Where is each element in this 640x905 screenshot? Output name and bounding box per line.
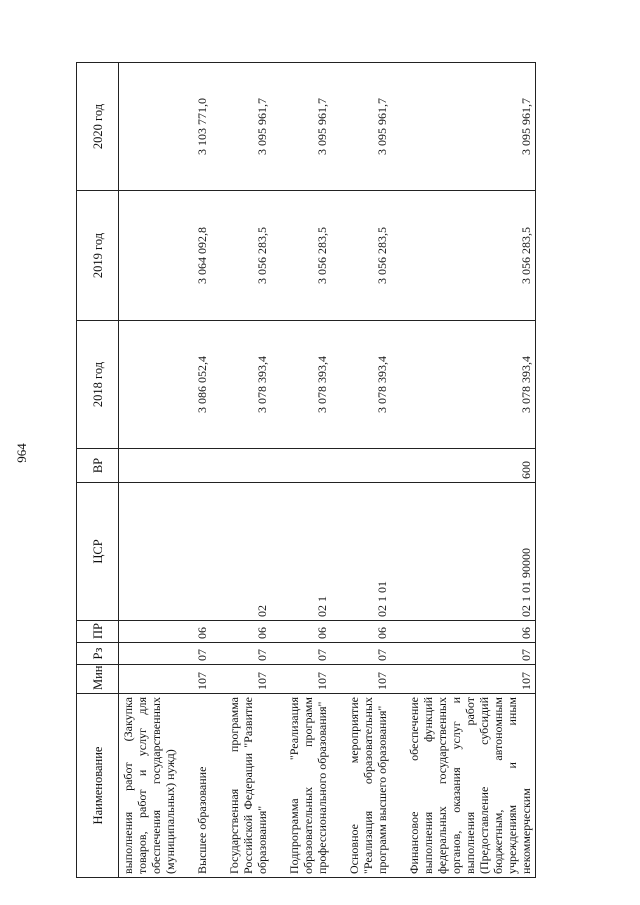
header-pr: ПР [77, 621, 119, 643]
row-2020: 3 095 961,7 [225, 63, 271, 191]
header-name: Наименование [77, 694, 119, 878]
row-pr: 06 [345, 621, 391, 643]
row-name: Высшее образование [193, 694, 211, 878]
table-row [405, 63, 536, 878]
row-pr [119, 621, 180, 643]
row-2018: 3 086 052,4 [193, 321, 211, 449]
row-name: Финансовое обеспечение выполнения функций федеральных государственных органов, оказания услуг и выполнения работ (Предоставление субсидий бюджетным, автономным учреждениям и иным некоммерческим [405, 694, 536, 878]
header-min: Мин [77, 665, 119, 694]
row-vr: 600 [405, 449, 536, 483]
row-2018: 3 078 393,4 [345, 321, 391, 449]
table-row [119, 63, 180, 878]
row-2020: 3 095 961,7 [285, 63, 331, 191]
row-2018 [119, 321, 180, 449]
row-min [119, 665, 180, 694]
page-number: 964 [14, 443, 29, 463]
header-2019: 2019 год [77, 191, 119, 321]
row-csr [119, 483, 180, 621]
row-csr: 02 [225, 483, 271, 621]
row-2020: 3 095 961,7 [405, 63, 536, 191]
row-vr [285, 449, 331, 483]
row-name: Подпрограмма "Реализация образовательных программ профессионального образования" [285, 694, 331, 878]
row-2018: 3 078 393,4 [405, 321, 536, 449]
row-csr [193, 483, 211, 621]
row-rz [119, 643, 180, 665]
row-2019: 3 056 283,5 [405, 191, 536, 321]
row-pr: 06 [405, 621, 536, 643]
header-csr: ЦСР [77, 483, 119, 621]
table-row [345, 63, 391, 878]
row-2018: 3 078 393,4 [225, 321, 271, 449]
row-vr [193, 449, 211, 483]
row-2020: 3 095 961,7 [345, 63, 391, 191]
header-2020: 2020 год [77, 63, 119, 191]
row-2018: 3 078 393,4 [285, 321, 331, 449]
row-2019: 3 056 283,5 [285, 191, 331, 321]
row-vr [345, 449, 391, 483]
row-min: 107 [225, 665, 271, 694]
row-csr: 02 1 01 [345, 483, 391, 621]
header-2018: 2018 год [77, 321, 119, 449]
row-2019: 3 056 283,5 [225, 191, 271, 321]
row-2019: 3 056 283,5 [345, 191, 391, 321]
table-row [285, 63, 331, 878]
row-min: 107 [405, 665, 536, 694]
row-min: 107 [193, 665, 211, 694]
row-vr [119, 449, 180, 483]
row-2020: 3 103 771,0 [193, 63, 211, 191]
row-csr: 02 1 01 90000 [405, 483, 536, 621]
row-pr: 06 [285, 621, 331, 643]
header-rz: Рз [77, 643, 119, 665]
row-name: выполнения работ (Закупка товаров, работ и услуг для обеспечения государственных (муниципальных) нужд) [119, 694, 180, 878]
row-name: Государственная программа Российской Федерации "Развитие образования" [225, 694, 271, 878]
row-rz: 07 [225, 643, 271, 665]
rotated-page-content [76, 63, 592, 878]
budget-table [76, 62, 536, 878]
row-rz: 07 [405, 643, 536, 665]
row-2019 [119, 191, 180, 321]
row-rz: 07 [193, 643, 211, 665]
row-min: 107 [285, 665, 331, 694]
row-pr: 06 [225, 621, 271, 643]
table-row [193, 63, 211, 878]
header-vr: ВР [77, 449, 119, 483]
row-vr [225, 449, 271, 483]
row-rz: 07 [345, 643, 391, 665]
row-rz: 07 [285, 643, 331, 665]
row-pr: 06 [193, 621, 211, 643]
row-2020 [119, 63, 180, 191]
row-name: Основное мероприятие "Реализация образовательных программ высшего образования" [345, 694, 391, 878]
row-min: 107 [345, 665, 391, 694]
table-row [225, 63, 271, 878]
row-csr: 02 1 [285, 483, 331, 621]
row-2019: 3 064 092,8 [193, 191, 211, 321]
table-header-row [77, 63, 119, 878]
